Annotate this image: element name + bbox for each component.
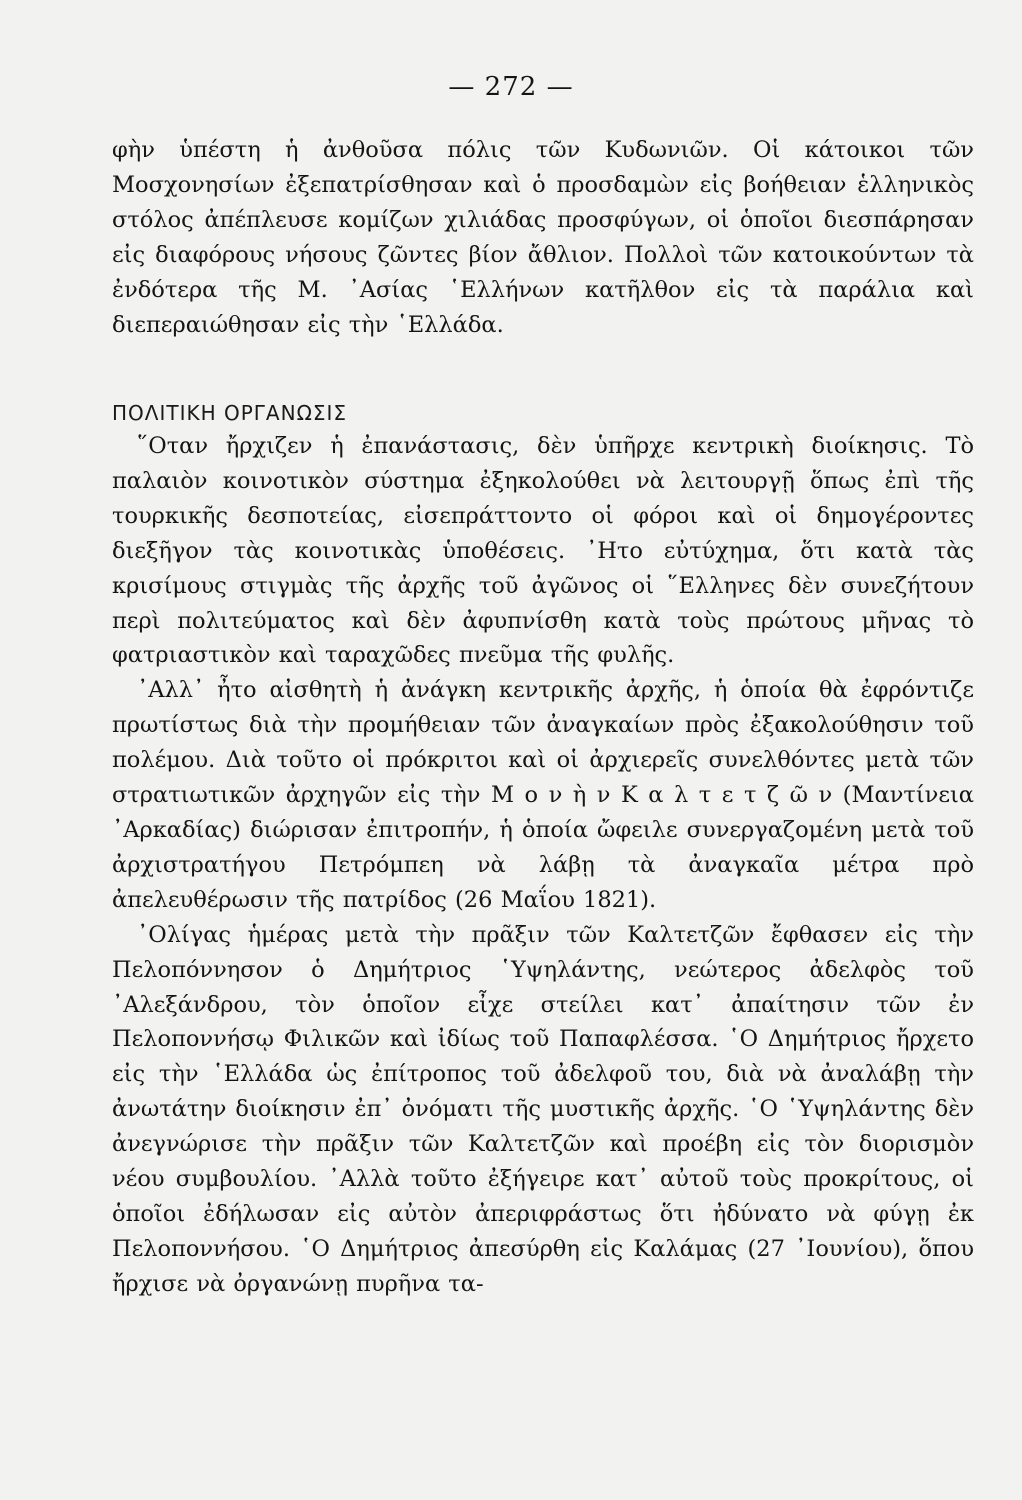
paragraph-2: ᾿Αλλ᾿ ἦτο αἰσθητὴ ἡ ἀνάγκη κεντρικῆς ἀρχῆς, ἡ ὁποία θὰ ἐφρόντιζε πρωτίστως διὰ τὴν προμήθειαν τῶν ἀναγκαίων πρὸς ἐξακολούθησιν τοῦ πολέμου. Διὰ τοῦτο οἱ πρόκριτοι καὶ οἱ ἀρχιερεῖς συνελθόντες μετὰ τῶν στρατιωτικῶν ἀρχηγῶν εἰς τὴν Μ ο ν ὴ ν Κ α λ τ ε τ ζ ῶ ν (Μαντίνεια ᾿Αρκαδίας) διώρισαν ἐπιτροπήν, ἡ ὁποία ὤφειλε συνεργαζομένη μετὰ τοῦ ἀρχιστρατήγου Πετρόμπεη νὰ λάβῃ τὰ ἀναγκαῖα μέτρα πρὸ ἀπελευθέρωσιν τῆς πατρίδος (26 Μαΐου 1821). <box>112 677 974 913</box>
paragraph-1: ῞Οταν ἤρχιζεν ἡ ἐπανάστασις, δὲν ὑπῆρχε κεντρικὴ διοίκησις. Τὸ παλαιὸν κοινοτικὸν σύστημα ἐξηκολούθει νὰ λειτουργῇ ὅπως ἐπὶ τῆς τουρκικῆς δεσποτείας, εἰσεπράττοντο οἱ φόροι καὶ οἱ δημογέροντες διεξῆγον τὰς κοινοτικὰς ὑποθέσεις. ᾿Ητο εὐτύχημα, ὅτι κατὰ τὰς κρισίμους στιγμὰς τῆς ἀρχῆς τοῦ ἀγῶνος οἱ ῞Ελληνες δὲν συνεζήτουν περὶ πολιτεύματος καὶ δὲν ἀφυπνίσθη κατὰ τοὺς πρώτους μῆνας τὸ φατριαστικὸν καὶ ταραχῶδες πνεῦμα τῆς φυλῆς. <box>112 433 974 669</box>
section-text-block <box>112 429 974 1302</box>
page-number: — 272 — <box>448 72 574 102</box>
paragraph-3: ᾿Ολίγας ἡμέρας μετὰ τὴν πρᾶξιν τῶν Καλτετζῶν ἔφθασεν εἰς τὴν Πελοπόννησον ὁ Δημήτριος ῾Υψηλάντης, νεώτερος ἀδελφὸς τοῦ ᾿Αλεξάνδρου, τὸν ὁποῖον εἶχε στείλει κατ᾿ ἀπαίτησιν τῶν ἐν Πελοποννήσῳ Φιλικῶν καὶ ἰδίως τοῦ Παπαφλέσσα. ῾Ο Δημήτριος ἤρχετο εἰς τὴν ῾Ελλάδα ὡς ἐπίτροπος τοῦ ἀδελφοῦ του, διὰ νὰ ἀναλάβῃ τὴν ἀνωτάτην διοίκησιν ἐπ᾿ ὀνόματι τῆς μυστικῆς ἀρχῆς. ῾Ο ῾Υψηλάντης δὲν ἀνεγνώρισε τὴν πρᾶξιν τῶν Καλτετζῶν καὶ προέβη εἰς τὸν διορισμὸν νέου συμβουλίου. ᾿Αλλὰ τοῦτο ἐξήγειρε κατ᾿ αὐτοῦ τοὺς προκρίτους, οἱ ὁποῖοι ἐδήλωσαν εἰς αὐτὸν ἀπεριφράστως ὅτι ἠδύνατο νὰ φύγῃ ἐκ Πελοποννήσου. ῾Ο Δημήτριος ἀπεσύρθη εἰς Καλάμας (27 ᾿Ιουνίου), ὅπου ἤρχισε νὰ ὀργανώνῃ πυρῆνα τα- <box>112 921 974 1297</box>
intro-paragraph: φὴν ὑπέστη ἡ ἀνθοῦσα πόλις τῶν Κυδωνιῶν. Οἱ κάτοικοι τῶν Μοσχονησίων ἐξεπατρίσθησαν καὶ ὁ προσδαμὼν εἰς βοήθειαν ἑλληνικὸς στόλος ἀπέπλευσε κομίζων χιλιάδας προσφύγων, οἱ ὁποῖοι διεσπάρησαν εἰς διαφόρους νήσους ζῶντες βίον ἄθλιον. Πολλοὶ τῶν κατοικούντων τὰ ἐνδότερα τῆς Μ. ᾿Ασίας ῾Ελλήνων κατῆλθον εἰς τὰ παράλια καὶ διεπεραιώθησαν εἰς τὴν ῾Ελλάδα. <box>112 137 974 338</box>
section-heading: ΠΟΛΙΤΙΚΗ ΟΡΓΑΝΩΣΙΣ <box>112 401 348 425</box>
intro-text-block <box>112 133 974 342</box>
